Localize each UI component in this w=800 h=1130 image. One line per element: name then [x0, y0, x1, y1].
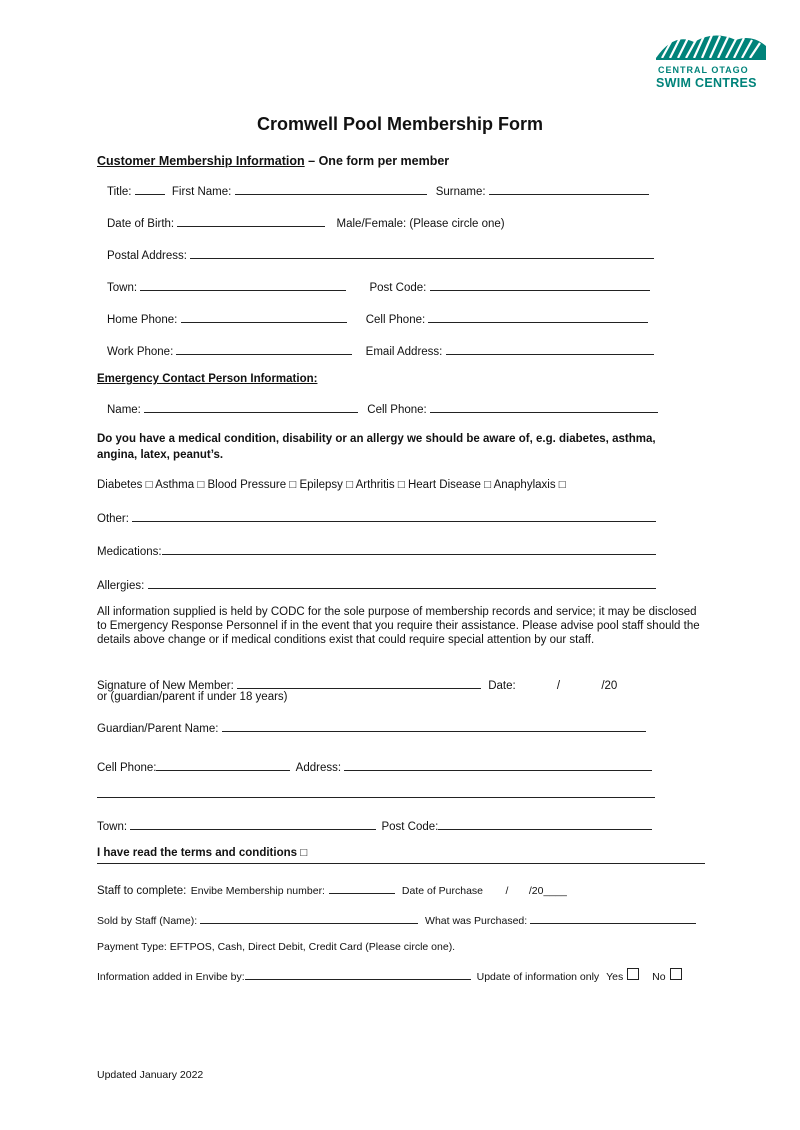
row-sold-by: [97, 912, 696, 927]
home-phone-field[interactable]: [181, 311, 347, 323]
cell-phone-field[interactable]: [428, 311, 648, 323]
terms-divider: [97, 863, 705, 864]
guardian-postcode-field[interactable]: [438, 818, 652, 830]
row-allergies: [97, 577, 656, 592]
other-field[interactable]: [132, 510, 656, 522]
signature-label: Signature of New Member:: [97, 680, 234, 692]
guardian-cell-label: Cell Phone:: [97, 762, 157, 774]
medical-question: Do you have a medical condition, disability or an allergy we should be aware of, e.g. diabetes, asthma, angina, latex, peanut’s.: [97, 433, 656, 461]
no-checkbox[interactable]: [670, 968, 682, 980]
checkbox-icon[interactable]: □: [145, 479, 153, 491]
update-info-label: Update of information only: [476, 971, 600, 983]
checkbox-icon[interactable]: □: [397, 479, 405, 491]
postal-field[interactable]: [190, 247, 654, 259]
condition-blood-pressure[interactable]: Blood Pressure □: [207, 479, 297, 491]
info-added-label: Information added in Envibe by:: [97, 971, 245, 983]
payment-type: Payment Type: EFTPOS, Cash, Direct Debit, Credit Card (Please circle one).: [97, 941, 456, 953]
guardian-name-field[interactable]: [222, 720, 646, 732]
purchase-date-slash: /: [505, 885, 509, 897]
date-slash: /: [556, 680, 561, 692]
postcode-field[interactable]: [430, 279, 650, 291]
terms-checkbox[interactable]: I have read the terms and conditions □: [97, 847, 308, 859]
signature-date-label: Date:: [488, 680, 516, 692]
row-phones: [107, 311, 648, 326]
medications-field[interactable]: [162, 543, 656, 555]
surname-label: Surname:: [435, 186, 486, 198]
row-work-email: [107, 343, 654, 358]
checkbox-icon[interactable]: □: [289, 479, 297, 491]
condition-asthma[interactable]: Asthma □: [155, 479, 205, 491]
row-guardian-contact: [97, 759, 652, 774]
signature-field[interactable]: [237, 677, 481, 689]
footer-updated: Updated January 2022: [97, 1069, 204, 1081]
row-other: [97, 510, 656, 525]
condition-arthritis[interactable]: Arthritis □: [355, 479, 405, 491]
logo-line1: CENTRAL OTAGO: [658, 65, 749, 75]
emergency-name-label: Name:: [107, 404, 141, 416]
customer-heading: Customer Membership Information: [97, 154, 305, 168]
date-year: /20: [601, 680, 618, 692]
town-field[interactable]: [140, 279, 346, 291]
surname-field[interactable]: [489, 183, 649, 195]
yes-label: Yes: [606, 971, 624, 983]
dob-field[interactable]: [177, 215, 325, 227]
email-field[interactable]: [446, 343, 654, 355]
emergency-name-field[interactable]: [144, 401, 358, 413]
work-phone-label: Work Phone:: [107, 346, 174, 358]
purchase-date-year: /20____: [528, 885, 567, 897]
what-purchased-field[interactable]: [530, 912, 696, 924]
dob-label: Date of Birth:: [107, 218, 175, 230]
staff-complete-label: Staff to complete:: [97, 885, 187, 897]
guardian-cell-field[interactable]: [156, 759, 290, 771]
sold-by-field[interactable]: [200, 912, 418, 924]
page-title: Cromwell Pool Membership Form: [256, 114, 544, 134]
guardian-address-label: Address:: [295, 762, 342, 774]
emergency-cell-label: Cell Phone:: [367, 404, 427, 416]
checkbox-icon[interactable]: □: [484, 479, 492, 491]
cell-phone-label: Cell Phone:: [365, 314, 426, 326]
signature-note: or (guardian/parent if under 18 years): [97, 691, 288, 703]
logo-waves-icon: [654, 28, 768, 60]
condition-epilepsy[interactable]: Epilepsy □: [299, 479, 354, 491]
row-signature: [97, 677, 617, 692]
guardian-town-field[interactable]: [130, 818, 376, 830]
row-guardian-name: [97, 720, 646, 735]
guardian-address-field[interactable]: [344, 759, 652, 771]
gender-label: Male/Female: (Please circle one): [336, 218, 505, 230]
emergency-cell-field[interactable]: [430, 401, 658, 413]
row-town: [107, 279, 650, 294]
town-label: Town:: [107, 282, 138, 294]
row-medications: [97, 543, 656, 558]
envibe-number-field[interactable]: [329, 882, 395, 894]
purchase-date-label: Date of Purchase: [401, 885, 484, 897]
medications-label: Medications:: [97, 546, 162, 558]
home-phone-label: Home Phone:: [107, 314, 178, 326]
info-added-field[interactable]: [245, 968, 471, 980]
condition-diabetes[interactable]: Diabetes □: [97, 479, 153, 491]
title-label: Title:: [107, 186, 132, 198]
conditions-row: [97, 479, 566, 491]
row-staff: [97, 881, 567, 899]
logo: [652, 28, 770, 94]
title-field[interactable]: [135, 183, 165, 195]
section-heading-customer: [97, 154, 449, 168]
row-emergency: [107, 401, 658, 416]
postcode-label: Post Code:: [369, 282, 427, 294]
condition-anaphylaxis[interactable]: Anaphylaxis □: [493, 479, 566, 491]
guardian-postcode-label: Post Code:: [381, 821, 439, 833]
first-name-field[interactable]: [235, 183, 427, 195]
customer-heading-suffix: – One form per member: [308, 154, 450, 168]
other-label: Other:: [97, 513, 129, 525]
guardian-town-label: Town:: [97, 821, 128, 833]
postal-label: Postal Address:: [107, 250, 187, 262]
work-phone-field[interactable]: [176, 343, 352, 355]
row-guardian-town: [97, 818, 652, 833]
guardian-address-line2[interactable]: [97, 797, 655, 798]
condition-heart-disease[interactable]: Heart Disease □: [407, 479, 492, 491]
envibe-number-label: Envibe Membership number:: [190, 885, 325, 897]
checkbox-icon[interactable]: □: [197, 479, 205, 491]
guardian-name-label: Guardian/Parent Name:: [97, 723, 219, 735]
no-label: No: [652, 971, 666, 983]
row-info-added: [97, 968, 682, 983]
row-name: [107, 183, 649, 198]
allergies-field[interactable]: [148, 577, 656, 589]
allergies-label: Allergies:: [97, 580, 145, 592]
privacy-statement: All information supplied is held by CODC for the sole purpose of membership records and service; it may be disclosed to Emergency Response Personnel if in the event that you require their assistance. Please advise pool staff should the details above change or if medical conditions exist that could require special attention by our staff.: [97, 606, 700, 646]
logo-line2: SWIM CENTRES: [656, 76, 757, 90]
row-dob: [107, 215, 505, 230]
email-label: Email Address:: [365, 346, 443, 358]
what-purchased-label: What was Purchased:: [425, 915, 528, 927]
sold-by-label: Sold by Staff (Name):: [97, 915, 198, 927]
emergency-heading: Emergency Contact Person Information:: [97, 373, 318, 385]
checkbox-icon[interactable]: □: [346, 479, 354, 491]
row-postal: [107, 247, 654, 262]
first-name-label: First Name:: [171, 186, 232, 198]
checkbox-icon[interactable]: □: [558, 479, 566, 491]
yes-checkbox[interactable]: [627, 968, 639, 980]
